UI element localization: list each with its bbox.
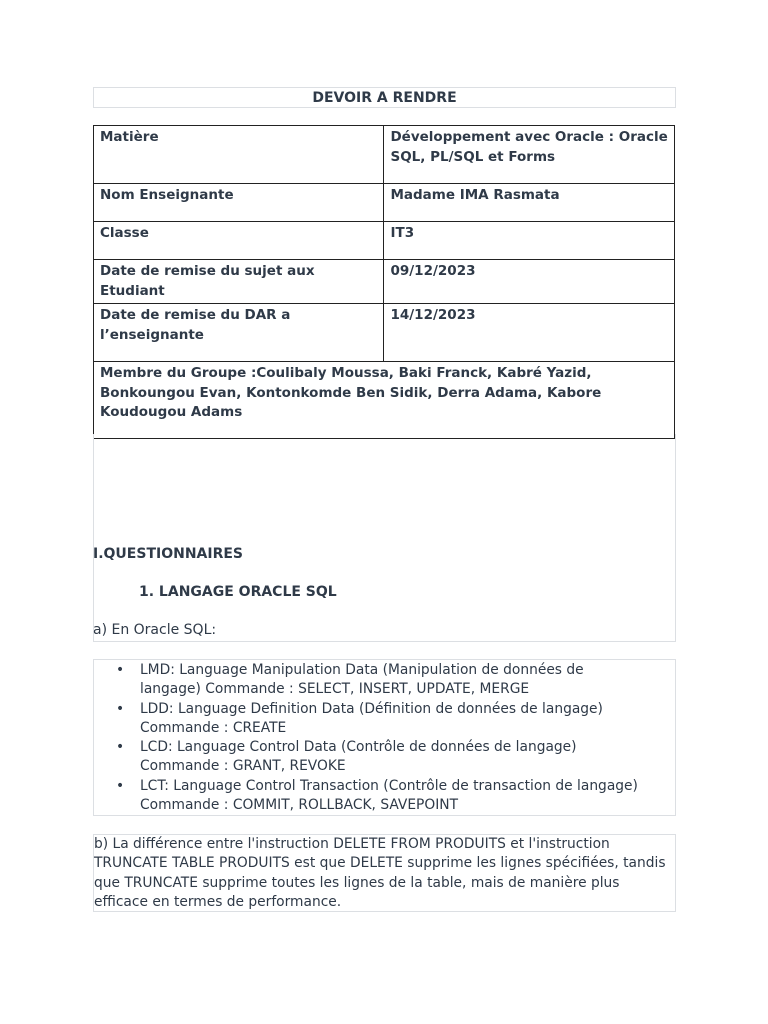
document-title: DEVOIR A RENDRE [93,87,676,108]
row-value-matiere: Développement avec Oracle : Oracle SQL, PL/SQL et Forms [384,126,675,184]
table-row [94,362,675,439]
list-item [116,661,640,700]
bullet-icon: • [116,700,125,717]
row-label-enseignante: Nom Enseignante [94,184,384,222]
bullet-icon: • [116,662,125,678]
list-item-text: LMD: Language Manipulation Data (Manipulation de données de langage) Commande : SELECT, INSERT, UPDATE, MERGE [140,662,584,698]
row-value-date-sujet: 09/12/2023 [384,260,675,304]
row-label-classe: Classe [94,222,384,260]
section-frame [93,434,676,642]
sub-heading: 1. LANGAGE ORACLE SQL [139,584,337,600]
section-heading: I.QUESTIONNAIRES [93,546,244,562]
intro-paragraph: a) En Oracle SQL: [93,622,217,638]
table-row [94,222,675,260]
sql-command-list [93,659,676,816]
list-item [116,700,640,739]
table-row [94,184,675,222]
answer-paragraph-b: b) La différence entre l'instruction DELETE FROM PRODUITS et l'instruction TRUNCATE TABLE PRODUITS est que DELETE supprime les lignes spécifiées, tandis que TRUNCATE supprime toutes les lignes de la table, mais de manière plus efficace en termes de performance. [93,834,676,912]
group-members-cell: Membre du Groupe :Coulibaly Moussa, Baki Franck, Kabré Yazid, Bonkoungou Evan, Kontonkomde Ben Sidik, Derra Adama, Kabore Koudougou Adams [94,362,675,439]
row-value-date-dar: 14/12/2023 [384,304,675,362]
list-item-text: LCT: Language Control Transaction (Contrôle de transaction de langage) Commande : COMMIT, ROLLBACK, SAVEPOINT [140,777,638,814]
row-value-classe: IT3 [384,222,675,260]
list-item-text: LCD: Language Control Data (Contrôle de données de langage) Commande : GRANT, REVOKE [140,739,577,775]
list-item [116,777,640,816]
bullet-icon: • [116,777,125,794]
list-item [116,738,640,777]
table-row [94,304,675,362]
row-label-matiere: Matière [94,126,384,184]
row-value-enseignante: Madame IMA Rasmata [384,184,675,222]
info-table [93,125,675,439]
list-item-text: LDD: Language Definition Data (Définition de données de langage) Commande : CREATE [140,700,603,736]
table-row [94,260,675,304]
row-label-date-dar: Date de remise du DAR a l’enseignante [94,304,384,362]
row-label-date-sujet: Date de remise du sujet aux Etudiant [94,260,384,304]
table-row [94,126,675,184]
bullet-icon: • [116,739,125,756]
